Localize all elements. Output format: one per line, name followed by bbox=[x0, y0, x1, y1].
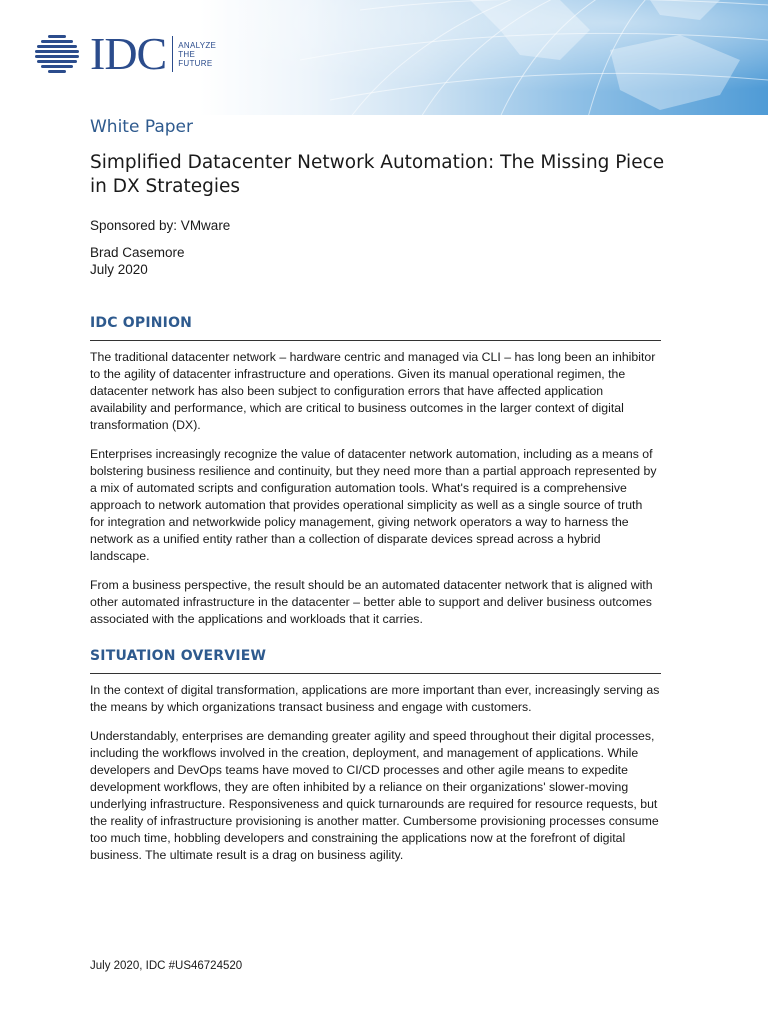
section-heading: SITUATION OVERVIEW bbox=[90, 648, 267, 664]
logo-tagline-line: FUTURE bbox=[178, 58, 213, 68]
logo-tagline-line: ANALYZE bbox=[178, 40, 217, 50]
page-title bbox=[90, 151, 690, 199]
header-banner bbox=[0, 0, 768, 115]
body-paragraph: Enterprises increasingly recognize the value of datacenter network automation, including as a means of bolstering business resilience and continuity, but they need more than a partial approach represented by a mix of automated scripts and configuration automation tools. What's required is a comprehensive approach to network automation that provides operational simplicity as well as a single source of truth for integration and networkwide policy management, giving network operators a way to harness the network as a unified entity rather than a collection of disparate devices spread across a hybrid landscape. bbox=[90, 447, 657, 563]
body-paragraph: The traditional datacenter network – hardware centric and managed via CLI – has long been an inhibitor to the agility of datacenter infrastructure and operations. Given its manual operational regimen, the datacenter network has also been subject to configuration errors that have affected application availability and performance, which are critical to business outcomes in the larger context of digital transformation (DX). bbox=[90, 350, 656, 432]
body-paragraph: From a business perspective, the result should be an automated datacenter network that is aligned with other automated infrastructure in the datacenter – better able to support and deliver business outcomes associated with the applications and workloads that it carries. bbox=[90, 578, 653, 626]
logo-tagline bbox=[178, 41, 216, 68]
idc-logo bbox=[32, 28, 217, 79]
document-type: White Paper bbox=[90, 117, 193, 137]
body-paragraph: In the context of digital transformation, applications are more important than ever, increasingly serving as the means by which organizations transact business and engage with customers. bbox=[90, 683, 660, 714]
sponsor-line: Sponsored by: VMware bbox=[90, 218, 231, 233]
section-divider bbox=[90, 673, 661, 674]
author-name: Brad Casemore bbox=[90, 245, 185, 260]
title-line: Simplified Datacenter Network Automation: The Missing Piece bbox=[90, 152, 665, 173]
logo-divider bbox=[172, 36, 173, 72]
page-footer: July 2020, IDC #US46724520 bbox=[90, 960, 243, 972]
publication-date: July 2020 bbox=[90, 262, 148, 277]
body-paragraph: Understandably, enterprises are demanding greater agility and speed throughout their digital processes, including the workflows involved in the creation, deployment, and management of applications. While developers and DevOps teams have moved to CI/CD processes and other agile means to expedite development workflows, they are often inhibited by a reliance on their organizations' slower-moving underlying infrastructure. Responsiveness and quick turnarounds are required for resource requests, but the reality of infrastructure provisioning is another matter. Cumbersome provisioning processes consume too much time, hobbling developers and constraining the applications now at the forefront of digital business. The ultimate result is a drag on business agility. bbox=[90, 729, 659, 862]
idc-logo-globe-icon bbox=[32, 34, 82, 74]
logo-wordmark: IDC bbox=[90, 28, 167, 79]
logo-tagline-line: THE bbox=[178, 49, 196, 59]
title-line: in DX Strategies bbox=[90, 176, 241, 197]
section-divider bbox=[90, 340, 661, 341]
section-heading: IDC OPINION bbox=[90, 315, 193, 331]
